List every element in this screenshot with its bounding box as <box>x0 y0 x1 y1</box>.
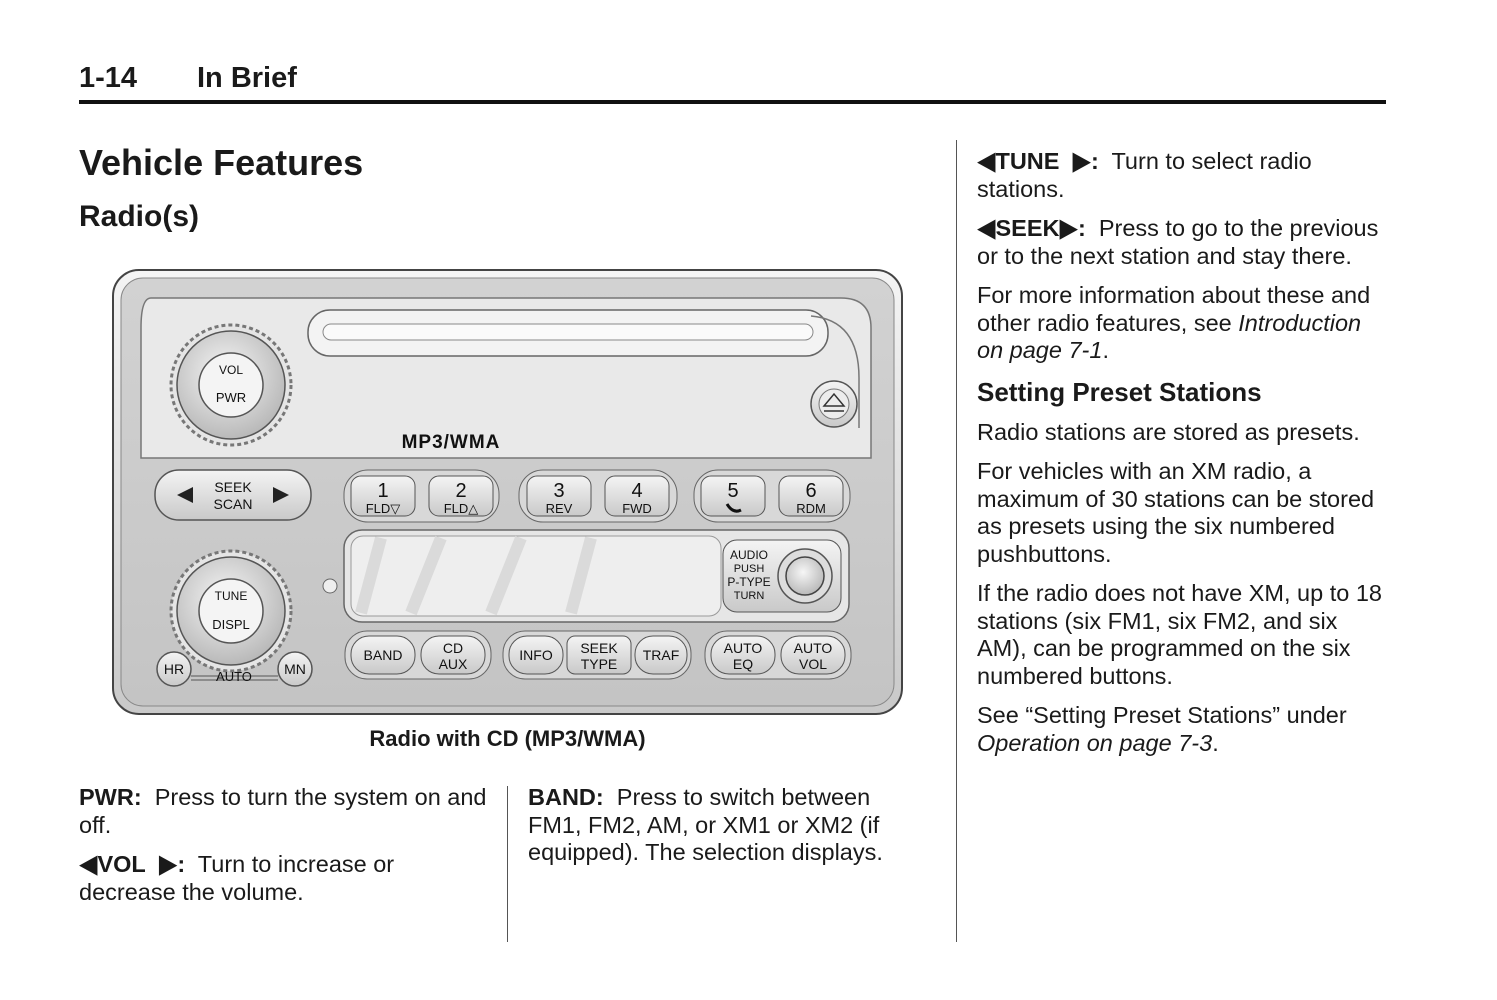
band-paragraph <box>528 784 928 867</box>
svg-text:RDM: RDM <box>796 501 826 516</box>
column-divider <box>956 140 957 942</box>
triangle-left-icon: ◀ <box>977 146 996 177</box>
band-term: BAND: <box>528 784 604 810</box>
seek-paragraph <box>977 215 1387 270</box>
preset-5-button[interactable] <box>701 476 765 516</box>
column-middle <box>528 784 928 879</box>
subsection-title: Radio(s) <box>79 200 199 233</box>
svg-text:EQ: EQ <box>732 656 754 672</box>
svg-text:FWD: FWD <box>622 501 652 516</box>
see-end: . <box>1212 729 1219 756</box>
tune-text: Turn to select radio stations. <box>977 148 1312 202</box>
preset-2-button[interactable] <box>429 476 493 516</box>
see-paragraph <box>977 702 1387 757</box>
more-info-link[interactable]: Introduction on page 7-1 <box>977 309 1362 363</box>
tune-colon: : <box>1090 148 1099 174</box>
svg-text:HR: HR <box>163 661 185 677</box>
band-button[interactable] <box>351 636 415 674</box>
scan-label: SCAN <box>213 496 253 512</box>
seek-colon: : <box>1077 215 1086 241</box>
svg-text:CD: CD <box>442 640 464 656</box>
svg-text:BAND: BAND <box>363 647 403 663</box>
pwr-paragraph <box>79 784 489 839</box>
auto-eq-button[interactable] <box>711 636 775 674</box>
svg-text:TYPE: TYPE <box>580 656 618 672</box>
svg-text:PUSH: PUSH <box>733 563 765 575</box>
seek-scan-button[interactable] <box>155 470 311 520</box>
cd-aux-button[interactable] <box>421 636 485 674</box>
svg-text:FLD△: FLD△ <box>443 501 479 516</box>
pwr-term: PWR: <box>79 784 142 810</box>
see-link[interactable]: Operation on page 7-3 <box>977 729 1213 756</box>
setting-preset-heading: Setting Preset Stations <box>977 376 1262 407</box>
svg-text:INFO: INFO <box>519 647 553 663</box>
brand-logo: MP3/WMA <box>401 432 501 453</box>
svg-text:MN: MN <box>284 661 306 677</box>
seek-term: SEEK <box>995 215 1060 241</box>
vol-colon: : <box>177 851 186 877</box>
triangle-right-icon: ▶ <box>158 849 178 880</box>
tune-term: TUNE <box>995 148 1060 174</box>
pwr-label: PWR <box>215 390 247 405</box>
hr-button[interactable] <box>157 652 191 686</box>
svg-text:AUTO: AUTO <box>723 640 763 656</box>
svg-text:TURN: TURN <box>733 590 765 602</box>
svg-text:REV: REV <box>545 501 573 516</box>
vol-paragraph <box>79 851 489 906</box>
auto-vol-button[interactable] <box>781 636 845 674</box>
volume-knob[interactable] <box>171 325 291 445</box>
seek-type-button[interactable] <box>567 636 631 674</box>
seek-label: SEEK <box>214 479 252 495</box>
svg-text:AUDIO: AUDIO <box>729 548 769 562</box>
triangle-left-icon: ◀ <box>79 849 98 880</box>
preset-4-button[interactable] <box>605 476 669 516</box>
triangle-right-icon: ▶ <box>1072 146 1091 177</box>
page-header <box>79 62 1386 104</box>
preset-3-button[interactable] <box>527 476 591 516</box>
xm-paragraph: For vehicles with an XM radio, a maximum of 30 stations can be stored as presets using the six numbered pushbuttons. <box>977 458 1375 567</box>
column-right <box>977 148 1387 769</box>
indicator-light <box>323 579 337 593</box>
svg-text:VOL: VOL <box>798 656 828 672</box>
audio-knob[interactable] <box>723 540 841 612</box>
chapter-title: In Brief <box>197 62 297 94</box>
svg-text:AUTO: AUTO <box>793 640 833 656</box>
column-divider <box>507 786 508 942</box>
preset-6-button[interactable] <box>779 476 843 516</box>
preset-1-button[interactable] <box>351 476 415 516</box>
stored-paragraph: Radio stations are stored as presets. <box>977 418 1360 445</box>
vol-term: VOL <box>97 851 146 877</box>
tune-label: TUNE <box>214 589 248 603</box>
see-text: See “Setting Preset Stations” under <box>977 702 1347 728</box>
vol-text: Turn to increase or decrease the volume. <box>79 851 395 905</box>
auto-label: AUTO <box>216 669 252 684</box>
more-info-text: For more information about these and other radio features, see <box>977 282 1371 336</box>
svg-text:2: 2 <box>455 480 467 502</box>
radio-illustration <box>111 268 904 718</box>
svg-text:TRAF: TRAF <box>642 647 680 663</box>
figure-caption: Radio with CD (MP3/WMA) <box>369 726 646 751</box>
column-left <box>79 784 489 918</box>
svg-text:SEEK: SEEK <box>580 640 618 656</box>
svg-text:6: 6 <box>805 480 817 502</box>
traf-button[interactable] <box>635 636 687 674</box>
display-screen <box>351 536 721 616</box>
more-info-paragraph <box>977 282 1387 365</box>
band-text: Press to switch between FM1, FM2, AM, or XM1 or XM2 (if equipped). The selection displays. <box>528 784 883 865</box>
svg-text:1: 1 <box>377 480 389 502</box>
info-button[interactable] <box>509 636 563 674</box>
mn-button[interactable] <box>278 652 312 686</box>
svg-text:3: 3 <box>553 480 565 502</box>
pwr-text: Press to turn the system on and off. <box>79 784 487 838</box>
triangle-left-icon: ◀ <box>977 213 996 244</box>
triangle-right-icon: ▶ <box>1059 213 1078 244</box>
tune-paragraph <box>977 148 1387 203</box>
svg-text:5: 5 <box>727 480 739 502</box>
svg-text:4: 4 <box>631 480 643 502</box>
no-xm-paragraph: If the radio does not have XM, up to 18 stations (six FM1, six FM2, and six AM), can be programmed on the six numbered buttons. <box>977 580 1382 689</box>
seek-text: Press to go to the previous or to the next station and stay there. <box>977 215 1379 269</box>
svg-text:AUX: AUX <box>438 656 468 672</box>
eject-button[interactable] <box>811 381 857 427</box>
more-info-end: . <box>1102 337 1109 363</box>
svg-text:FLD▽: FLD▽ <box>365 501 401 516</box>
tune-knob[interactable] <box>171 551 291 671</box>
svg-text:P-TYPE: P-TYPE <box>727 575 771 589</box>
vol-label: VOL <box>218 363 244 377</box>
displ-label: DISPL <box>212 617 250 632</box>
section-title: Vehicle Features <box>79 142 364 183</box>
page-number: 1-14 <box>79 62 138 94</box>
